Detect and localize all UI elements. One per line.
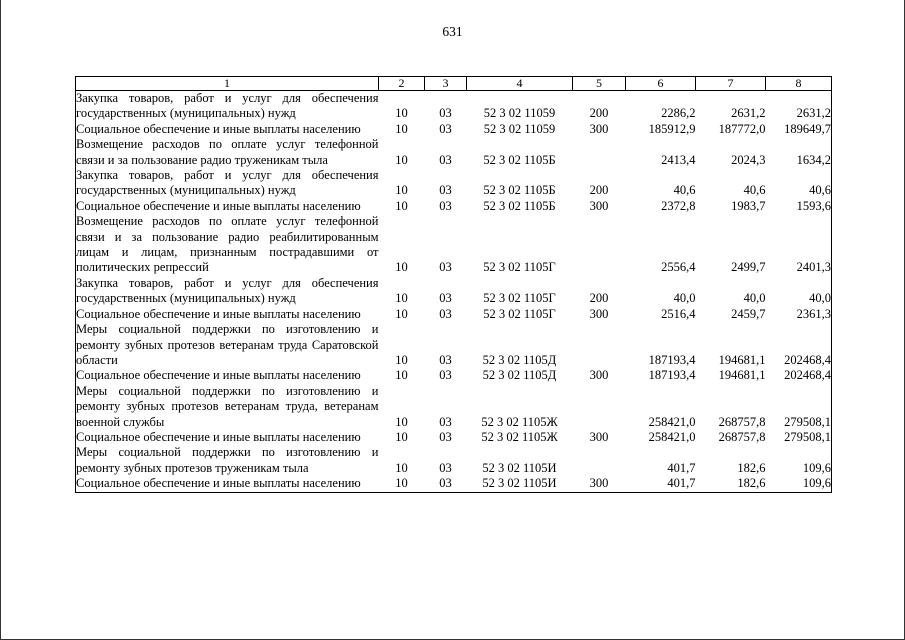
table-row: [76, 430, 832, 445]
table-row: [76, 307, 832, 322]
row-value-col3: 03: [439, 291, 452, 306]
row-value-col7: 2459,7: [731, 306, 766, 321]
row-value-col8: 2361,3: [796, 306, 831, 321]
row-value-col3: 03: [439, 476, 452, 491]
row-value-col8: 2401,3: [796, 260, 831, 275]
table-row: [76, 168, 832, 199]
row-value-col2: 10: [395, 198, 408, 213]
row-value-col4: 52 3 02 1105Г: [483, 291, 556, 306]
row-value-col2: 10: [395, 121, 408, 136]
row-value-col5: 300: [589, 306, 609, 321]
row-value-col5: 300: [589, 429, 609, 444]
row-value-col6: 187193,4: [648, 352, 696, 367]
row-value-col2: 10: [395, 429, 408, 444]
row-value-col4: 52 3 02 1105Г: [483, 260, 556, 275]
row-value-col8: 1593,6: [796, 198, 831, 213]
row-value-col8: 109,6: [802, 476, 831, 491]
table-row: [76, 91, 832, 122]
column-header: 2: [379, 77, 425, 91]
row-value-col5: 300: [589, 368, 609, 383]
row-value-col4: 52 3 02 1105Д: [482, 352, 557, 367]
table-row: [76, 276, 832, 307]
row-value-col6: 40,0: [673, 291, 696, 306]
row-value-col7: 2024,3: [731, 152, 766, 167]
row-value-col4: 52 3 02 1105Б: [483, 183, 556, 198]
row-value-col4: 52 3 02 1105Ж: [481, 429, 558, 444]
row-label: Социальное обеспечение и иные выплаты населению: [76, 306, 361, 321]
row-label: Меры социальной поддержки по изготовлению и ремонту зубных протезов ветеранам труда Саратовской области: [76, 322, 379, 367]
column-header: 8: [766, 77, 832, 91]
row-label: Меры социальной поддержки по изготовлению и ремонту зубных протезов труженикам тыла: [76, 445, 379, 475]
row-value-col3: 03: [439, 260, 452, 275]
row-label: Возмещение расходов по оплате услуг телефонной связи и за пользование радио реабилитированным лицам и лицам, признанным пострадавшими от политических репрессий: [76, 214, 379, 275]
row-label: Возмещение расходов по оплате услуг телефонной связи и за пользование радио труженикам тыла: [76, 137, 379, 167]
table-row: [76, 122, 832, 137]
row-label: Социальное обеспечение и иные выплаты населению: [76, 429, 361, 444]
row-value-col5: 300: [589, 198, 609, 213]
row-value-col2: 10: [395, 368, 408, 383]
table-row: [76, 322, 832, 368]
row-value-col3: 03: [439, 352, 452, 367]
row-value-col6: 401,7: [667, 476, 696, 491]
row-value-col4: 52 3 02 1105Г: [483, 306, 556, 321]
row-value-col8: 109,6: [802, 460, 831, 475]
row-value-col8: 279508,1: [784, 414, 831, 429]
row-value-col4: 52 3 02 11059: [483, 121, 556, 136]
row-value-col2: 10: [395, 306, 408, 321]
row-value-col8: 202468,4: [784, 352, 831, 367]
row-value-col3: 03: [439, 460, 452, 475]
row-value-col6: 258421,0: [648, 429, 696, 444]
budget-table: [75, 76, 832, 493]
row-value-col5: [573, 214, 626, 276]
row-value-col5: [573, 137, 626, 168]
row-value-col4: 52 3 02 1105И: [482, 476, 557, 491]
row-value-col8: 1634,2: [796, 152, 831, 167]
table-header-row: [76, 77, 832, 91]
row-value-col7: 187772,0: [718, 121, 766, 136]
table-row: [76, 214, 832, 276]
row-value-col5: [573, 322, 626, 368]
page-number: 631: [442, 24, 463, 39]
row-value-col6: 401,7: [667, 460, 696, 475]
row-value-col7: 40,0: [743, 291, 766, 306]
row-value-col4: 52 3 02 1105Б: [483, 152, 556, 167]
column-header: 7: [696, 77, 766, 91]
row-label: Социальное обеспечение и иные выплаты населению: [76, 368, 361, 383]
row-value-col7: 182,6: [737, 460, 766, 475]
table-row: [76, 445, 832, 476]
row-value-col2: 10: [395, 476, 408, 491]
row-value-col7: 194681,1: [718, 368, 766, 383]
column-header: 5: [573, 77, 626, 91]
table-row: [76, 137, 832, 168]
row-value-col7: 2631,2: [731, 106, 766, 121]
row-value-col3: 03: [439, 368, 452, 383]
table-row: [76, 476, 832, 492]
row-value-col3: 03: [439, 414, 452, 429]
row-value-col4: 52 3 02 1105И: [482, 460, 557, 475]
row-value-col2: 10: [395, 106, 408, 121]
column-header: 3: [425, 77, 467, 91]
row-value-col3: 03: [439, 429, 452, 444]
row-value-col6: 2413,4: [661, 152, 696, 167]
row-label: Социальное обеспечение и иные выплаты населению: [76, 476, 361, 491]
row-label: Социальное обеспечение и иные выплаты населению: [76, 121, 361, 136]
row-value-col8: 40,0: [809, 291, 831, 306]
row-value-col8: 2631,2: [796, 106, 831, 121]
row-value-col4: 52 3 02 11059: [483, 106, 556, 121]
row-value-col7: 194681,1: [718, 352, 766, 367]
table-row: [76, 384, 832, 430]
column-header: 1: [76, 77, 379, 91]
row-value-col6: 258421,0: [648, 414, 696, 429]
row-value-col8: 279508,1: [784, 429, 831, 444]
table-body: [76, 91, 832, 493]
row-value-col4: 52 3 02 1105Д: [482, 368, 557, 383]
row-value-col5: [573, 445, 626, 476]
row-value-col6: 2286,2: [661, 106, 696, 121]
row-value-col8: 202468,4: [784, 368, 831, 383]
row-value-col4: 52 3 02 1105Б: [483, 198, 556, 213]
row-label: Меры социальной поддержки по изготовлению и ремонту зубных протезов ветеранам труда, ветеранам военной службы: [76, 383, 379, 429]
row-value-col6: 2372,8: [661, 198, 696, 213]
row-value-col7: 1983,7: [731, 198, 766, 213]
row-value-col2: 10: [395, 183, 408, 198]
row-value-col7: 182,6: [737, 476, 766, 491]
table-row: [76, 368, 832, 383]
row-value-col3: 03: [439, 306, 452, 321]
row-value-col5: 200: [589, 291, 609, 306]
row-value-col5: 200: [589, 106, 609, 121]
row-value-col8: 40,6: [809, 183, 831, 198]
row-value-col6: 40,6: [673, 183, 696, 198]
row-value-col8: 189649,7: [784, 121, 831, 136]
row-value-col2: 10: [395, 460, 408, 475]
row-value-col7: 2499,7: [731, 260, 766, 275]
column-header: 4: [467, 77, 573, 91]
row-value-col6: 185912,9: [648, 121, 696, 136]
row-value-col3: 03: [439, 183, 452, 198]
row-value-col3: 03: [439, 121, 452, 136]
row-value-col6: 2556,4: [661, 260, 696, 275]
row-value-col5: 300: [589, 121, 609, 136]
row-value-col2: 10: [395, 291, 408, 306]
row-value-col5: [573, 384, 626, 430]
row-value-col3: 03: [439, 198, 452, 213]
row-value-col2: 10: [395, 352, 408, 367]
table-row: [76, 199, 832, 214]
row-value-col6: 187193,4: [648, 368, 696, 383]
row-value-col7: 268757,8: [718, 429, 766, 444]
row-label: Социальное обеспечение и иные выплаты населению: [76, 198, 361, 213]
column-header: 6: [626, 77, 696, 91]
row-label: Закупка товаров, работ и услуг для обеспечения государственных (муниципальных) нужд: [76, 275, 379, 306]
row-value-col5: 200: [589, 183, 609, 198]
row-value-col5: 300: [589, 476, 609, 491]
row-value-col3: 03: [439, 106, 452, 121]
row-value-col2: 10: [395, 414, 408, 429]
row-value-col2: 10: [395, 152, 408, 167]
row-label: Закупка товаров, работ и услуг для обеспечения государственных (муниципальных) нужд: [76, 168, 379, 198]
row-value-col2: 10: [395, 260, 408, 275]
row-value-col4: 52 3 02 1105Ж: [481, 414, 558, 429]
row-value-col7: 268757,8: [718, 414, 766, 429]
row-value-col3: 03: [439, 152, 452, 167]
row-value-col6: 2516,4: [661, 306, 696, 321]
row-label: Закупка товаров, работ и услуг для обеспечения государственных (муниципальных) нужд: [76, 91, 379, 121]
row-value-col7: 40,6: [743, 183, 766, 198]
